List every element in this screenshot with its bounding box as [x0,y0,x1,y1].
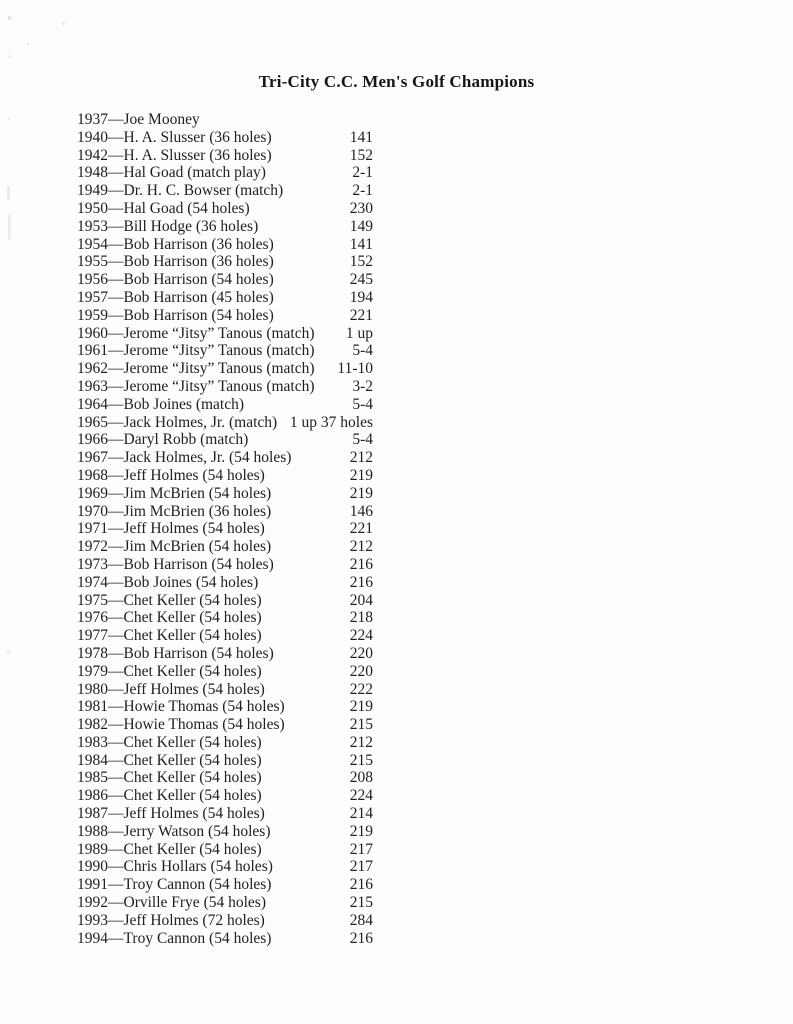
champion-row [77,592,373,610]
champion-entry: 1968—Jeff Holmes (54 holes) [77,466,265,484]
champion-row [77,414,373,432]
scan-artifact [7,650,10,655]
champion-score: 1 up 37 holes [289,413,373,431]
champion-score: 146 [349,502,373,520]
champion-score: 216 [349,876,373,894]
champion-score: 212 [349,449,373,467]
champion-score: 5-4 [352,342,373,360]
champion-row [77,289,373,307]
champion-entry: 1983—Chet Keller (54 holes) [77,733,262,751]
champion-entry: 1979—Chet Keller (54 holes) [77,662,262,680]
champion-entry: 1974—Bob Joines (54 holes) [77,573,259,591]
champion-row [77,734,373,752]
champion-row [77,271,373,289]
champion-score: 152 [349,146,373,164]
champion-score: 216 [349,573,373,591]
champion-entry: 1980—Jeff Holmes (54 holes) [77,680,265,698]
champion-score: 11-10 [337,360,373,378]
champion-score: 215 [349,894,373,912]
champion-entry: 1960—Jerome “Jitsy” Tanous (match) [77,324,315,342]
champion-score: 245 [349,271,373,289]
champion-row [77,200,373,218]
champion-score: 5-4 [352,395,373,413]
champion-entry: 1976—Chet Keller (54 holes) [77,609,262,627]
champion-score: 219 [349,822,373,840]
champion-row [77,449,373,467]
champion-row [77,681,373,699]
champion-row [77,307,373,325]
champion-row [77,823,373,841]
champion-entry: 1971—Jeff Holmes (54 holes) [77,520,265,538]
champion-entry: 1957—Bob Harrison (45 holes) [77,288,274,306]
scan-artifact [8,16,11,20]
champion-entry: 1978—Bob Harrison (54 holes) [77,644,274,662]
champion-row [77,627,373,645]
champion-entry: 1987—Jeff Holmes (54 holes) [77,805,265,823]
champion-entry: 1981—Howie Thomas (54 holes) [77,698,285,716]
champion-entry: 1942—H. A. Slusser (36 holes) [77,146,272,164]
champion-entry: 1967—Jack Holmes, Jr. (54 holes) [77,449,292,467]
champion-row [77,876,373,894]
champion-entry: 1992—Orville Frye (54 holes) [77,894,266,912]
champion-score: 204 [349,591,373,609]
champion-entry: 1988—Jerry Watson (54 holes) [77,822,271,840]
page-title: Tri-City C.C. Men's Golf Champions [258,72,535,91]
champion-score: 215 [349,716,373,734]
champion-row [77,467,373,485]
champion-entry: 1962—Jerome “Jitsy” Tanous (match) [77,360,315,378]
champion-row [77,129,373,147]
champion-row [77,236,373,254]
champion-row [77,164,373,182]
champion-entry: 1990—Chris Hollars (54 holes) [77,858,273,876]
champion-score: 224 [349,787,373,805]
champion-score: 5-4 [352,431,373,449]
champion-row [77,396,373,414]
champion-row [77,253,373,271]
champion-score: 224 [349,627,373,645]
champion-row [77,769,373,787]
champion-score: 194 [349,288,373,306]
champion-entry: 1953—Bill Hodge (36 holes) [77,217,259,235]
champion-entry: 1964—Bob Joines (match) [77,395,245,413]
champion-row [77,147,373,165]
scan-artifact [8,118,10,121]
champion-row [77,520,373,538]
champion-score: 214 [349,805,373,823]
champion-entry: 1982—Howie Thomas (54 holes) [77,716,285,734]
champion-row [77,787,373,805]
champion-score: 141 [349,128,373,146]
scan-artifact [9,55,11,58]
champion-score: 218 [349,609,373,627]
champion-row [77,912,373,930]
champion-row [77,111,373,129]
scan-artifact [8,214,11,240]
champion-entry: 1948—Hal Goad (match play) [77,164,266,182]
scan-artifact [27,43,29,45]
champion-row [77,841,373,859]
champion-row [77,538,373,556]
champion-entry: 1972—Jim McBrien (54 holes) [77,538,272,556]
scan-artifact [7,186,10,200]
champion-score: 219 [349,466,373,484]
champion-entry: 1965—Jack Holmes, Jr. (match) [77,413,278,431]
champion-row [77,431,373,449]
champion-entry: 1940—H. A. Slusser (36 holes) [77,128,272,146]
champion-score: 212 [349,733,373,751]
champion-score: 219 [349,698,373,716]
champion-entry: 1977—Chet Keller (54 holes) [77,627,262,645]
champion-row [77,858,373,876]
champion-score: 284 [349,911,373,929]
champion-row [77,645,373,663]
champion-row [77,663,373,681]
champion-entry: 1975—Chet Keller (54 holes) [77,591,262,609]
champion-entry: 1966—Daryl Robb (match) [77,431,249,449]
champion-entry: 1937—Joe Mooney [77,111,200,128]
champion-entry: 1955—Bob Harrison (36 holes) [77,253,274,271]
champion-row [77,325,373,343]
champion-score: 220 [349,644,373,662]
champion-row [77,218,373,236]
champion-row [77,752,373,770]
champion-entry: 1959—Bob Harrison (54 holes) [77,306,274,324]
champion-score: 217 [349,858,373,876]
champion-entry: 1949—Dr. H. C. Bowser (match) [77,182,284,200]
champion-score: 3-2 [352,377,373,395]
champion-row [77,930,373,948]
champion-score: 212 [349,538,373,556]
champion-score: 220 [349,662,373,680]
champion-entry: 1993—Jeff Holmes (72 holes) [77,911,265,929]
champion-row [77,716,373,734]
champion-score: 1 up [345,324,373,342]
champion-score: 219 [349,484,373,502]
champion-score: 152 [349,253,373,271]
champion-row [77,342,373,360]
champion-row [77,894,373,912]
champions-list [77,111,373,947]
champion-score: 222 [349,680,373,698]
champion-row [77,556,373,574]
champion-score: 215 [349,751,373,769]
champion-score: 149 [349,217,373,235]
champion-row [77,805,373,823]
champion-score: 2-1 [352,182,373,200]
champion-row [77,609,373,627]
champion-entry: 1973—Bob Harrison (54 holes) [77,555,274,573]
champion-entry: 1970—Jim McBrien (36 holes) [77,502,272,520]
champion-row [77,574,373,592]
champion-entry: 1963—Jerome “Jitsy” Tanous (match) [77,377,315,395]
scan-artifact [62,22,65,25]
champion-row [77,698,373,716]
champion-score: 221 [349,306,373,324]
champion-score: 217 [349,840,373,858]
champion-entry: 1985—Chet Keller (54 holes) [77,769,262,787]
champion-entry: 1989—Chet Keller (54 holes) [77,840,262,858]
champion-row [77,503,373,521]
champion-score: 208 [349,769,373,787]
champion-score: 230 [349,199,373,217]
champion-score: 216 [349,929,373,947]
champion-row [77,485,373,503]
champion-entry: 1954—Bob Harrison (36 holes) [77,235,274,253]
champion-entry: 1994—Troy Cannon (54 holes) [77,929,272,947]
champion-entry: 1986—Chet Keller (54 holes) [77,787,262,805]
champion-entry: 1991—Troy Cannon (54 holes) [77,876,272,894]
champion-entry: 1956—Bob Harrison (54 holes) [77,271,274,289]
champion-row [77,360,373,378]
champion-entry: 1961—Jerome “Jitsy” Tanous (match) [77,342,315,360]
champion-entry: 1969—Jim McBrien (54 holes) [77,484,272,502]
champion-score: 221 [349,520,373,538]
champion-score: 216 [349,555,373,573]
champion-row [77,378,373,396]
champion-entry: 1950—Hal Goad (54 holes) [77,199,250,217]
champion-row [77,182,373,200]
champion-score: 141 [349,235,373,253]
champion-score: 2-1 [352,164,373,182]
champion-entry: 1984—Chet Keller (54 holes) [77,751,262,769]
